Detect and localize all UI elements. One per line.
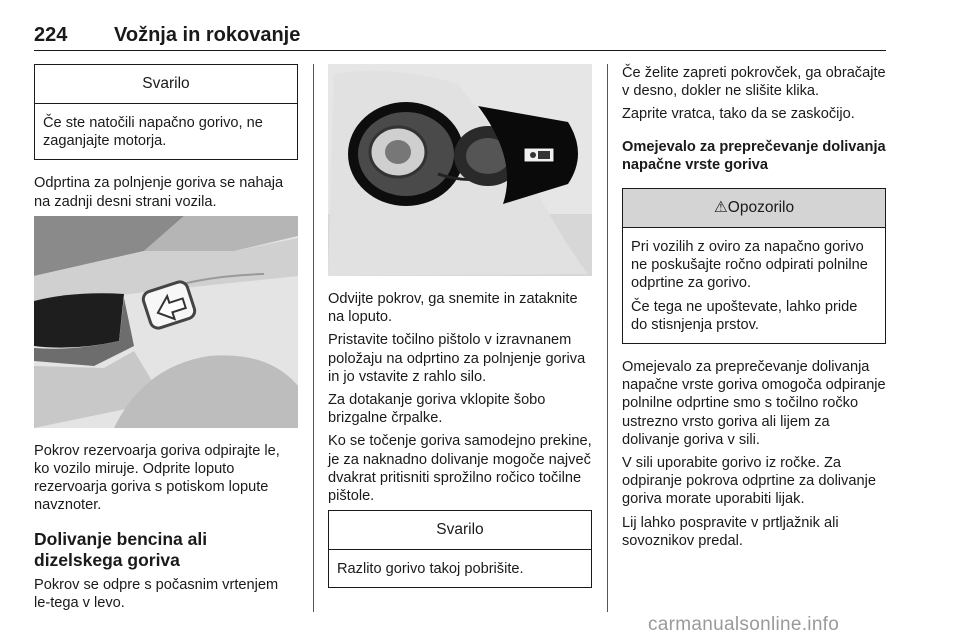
column-divider [313,64,314,612]
page-title: Vožnja in rokovanje [114,24,301,46]
warning-heading: ⚠Opozorilo [623,189,885,228]
caution-box [34,64,298,160]
warning-triangle-icon: ⚠ [713,199,728,217]
start-refuel-text: Za dotakanje goriva vklopite šobo brizgalne črpalke. [328,392,546,427]
auto-stop-text: Ko se točenje goriva samodejno prekine, je za naknadno dolivanje mogoče največ dvakrat pritisniti sprožilno ročico točilne pištole. [328,433,592,505]
caution-box [328,510,592,588]
page-header [34,22,886,51]
caution-heading: Svarilo [35,65,297,104]
caution-text: Razlito gorivo takoj pobrišite. [337,561,524,578]
close-cap-text: Če želite zapreti pokrovček, ga obračajte v desno, dokler ne slišite klika. [622,65,886,100]
warning-text: Če tega ne upoštevate, lahko pride do stisnjenja prstov. [631,298,858,333]
section-heading-misfuel: Omejevalo za preprečevanje dolivanja napačne vrste goriva [622,138,886,173]
warning-text: Pri vozilih z oviro za napačno gorivo ne poskušajte ročno odpirati polnilne odprtine za gorivo. [631,239,868,292]
funnel-text: V sili uporabite gorivo iz ročke. Za odpiranje pokrova odprtine za dolivanje goriva morate uporabiti lijak. [622,455,876,508]
watermark: carmanualsonline.info [648,614,840,635]
misfuel-device-text: Omejevalo za preprečevanje dolivanja napačne vrste goriva omogoča odpiranje polnilne odprtine smo s točilno ročko ustrezno vrsto goriva ali lijem za dolivanje goriva v sili. [622,359,886,448]
page-number: 224 [34,24,68,46]
column-right [622,64,886,550]
caution-text: Če ste natočili napačno gorivo, ne zaganjajte motorja. [43,115,263,150]
unscrew-text: Odvijte pokrov, ga snemite in zataknite na loputo. [328,291,578,326]
caution-heading: Svarilo [329,511,591,550]
close-door-text: Zaprite vratca, tako da se zaskočijo. [622,106,855,123]
funnel-storage-text: Lij lahko pospravite v prtljažnik ali sovoznikov predal. [622,514,839,549]
unlock-text: Pokrov rezervoarja goriva odpirajte le, ko vozilo miruje. Odprite loputo rezervoarja goriva s potiskom lopute navznoter. [34,442,280,514]
filler-location-text: Odprtina za polnjenje goriva se nahaja na zadnji desni strani vozila. [34,175,284,210]
fuel-cap-illustration [328,64,592,276]
car-rear-fuel-flap-illustration [34,216,298,428]
column-middle [328,64,592,588]
column-divider [607,64,608,612]
section-heading-refuel: Dolivanje bencina ali dizelskega goriva [34,528,208,570]
nozzle-text: Pristavite točilno pištolo v izravnanem položaju na odprtino za polnjenje goriva in jo vstavite z rahlo silo. [328,332,586,385]
warning-box [622,188,886,344]
column-left [34,64,298,612]
cap-open-text: Pokrov se odpre s počasnim vrtenjem le-tega v levo. [34,576,279,611]
